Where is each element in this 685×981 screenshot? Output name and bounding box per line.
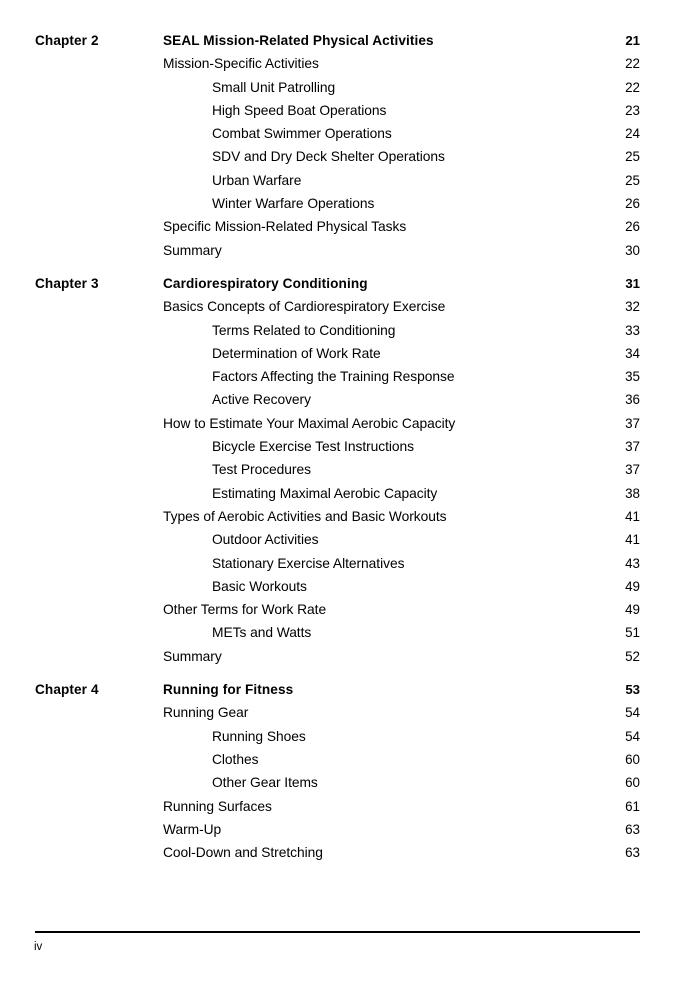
toc-entry-page-number[interactable]: 54 (625, 705, 640, 721)
toc-entry-row[interactable] (0, 486, 685, 509)
toc-entry-row[interactable] (0, 439, 685, 462)
toc-entry-row[interactable] (0, 149, 685, 172)
toc-entry-row[interactable] (0, 346, 685, 369)
toc-entry-page-number[interactable]: 37 (625, 462, 640, 478)
toc-entry-row[interactable] (0, 243, 685, 266)
toc-entry-title[interactable]: Urban Warfare (212, 172, 302, 188)
toc-entry-title[interactable]: Running Surfaces (163, 798, 272, 814)
toc-entry-page-number[interactable]: 32 (625, 299, 640, 315)
toc-entry-title[interactable]: Running Gear (163, 705, 249, 721)
toc-entry-title[interactable]: Small Unit Patrolling (212, 79, 336, 95)
chapter-label: Chapter 3 (35, 275, 99, 291)
chapter-label: Chapter 4 (35, 682, 99, 698)
toc-entry-page-number[interactable]: 22 (625, 56, 640, 72)
toc-entry-title[interactable]: How to Estimate Your Maximal Aerobic Capacity (163, 415, 456, 431)
toc-entry-title[interactable]: Running Shoes (212, 728, 306, 744)
toc-entry-page-number[interactable]: 37 (625, 415, 640, 431)
toc-entry-row[interactable] (0, 56, 685, 79)
toc-entry-row[interactable] (0, 799, 685, 822)
toc-entry-row[interactable] (0, 299, 685, 322)
toc-entry-title[interactable]: METs and Watts (212, 625, 312, 641)
toc-chapter-row[interactable] (0, 682, 685, 705)
toc-entry-page-number[interactable]: 31 (625, 275, 640, 291)
toc-entry-title[interactable]: Other Gear Items (212, 775, 318, 791)
toc-entry-title[interactable]: Combat Swimmer Operations (212, 126, 392, 142)
toc-entry-row[interactable] (0, 729, 685, 752)
toc-entry-title[interactable]: Specific Mission-Related Physical Tasks (163, 219, 407, 235)
toc-entry-row[interactable] (0, 649, 685, 672)
toc-entry-title[interactable]: Test Procedures (212, 462, 311, 478)
toc-entry-row[interactable] (0, 416, 685, 439)
toc-entry-page-number[interactable]: 25 (625, 149, 640, 165)
toc-entry-title[interactable]: Types of Aerobic Activities and Basic Workouts (163, 508, 447, 524)
toc-entry-title[interactable]: Summary (163, 648, 222, 664)
toc-entry-page-number[interactable]: 60 (625, 751, 640, 767)
toc-entry-page-number[interactable]: 43 (625, 555, 640, 571)
toc-entry-title[interactable]: Other Terms for Work Rate (163, 602, 327, 618)
toc-entry-row[interactable] (0, 126, 685, 149)
toc-entry-page-number[interactable]: 23 (625, 102, 640, 118)
toc-entry-list (0, 33, 685, 868)
toc-entry-page-number[interactable]: 38 (625, 485, 640, 501)
toc-entry-page-number[interactable]: 26 (625, 196, 640, 212)
toc-entry-row[interactable] (0, 323, 685, 346)
toc-entry-page-number[interactable]: 63 (625, 845, 640, 861)
footer-divider (35, 931, 640, 933)
toc-entry-page-number[interactable]: 24 (625, 126, 640, 142)
toc-entry-page-number[interactable]: 26 (625, 219, 640, 235)
toc-entry-title[interactable]: Warm-Up (163, 821, 222, 837)
toc-entry-row[interactable] (0, 705, 685, 728)
toc-entry-title[interactable]: Summary (163, 242, 222, 258)
toc-entry-title[interactable]: Factors Affecting the Training Response (212, 369, 455, 385)
toc-entry-page-number[interactable]: 53 (625, 682, 640, 698)
toc-entry-page-number[interactable]: 22 (625, 79, 640, 95)
toc-entry-title[interactable]: High Speed Boat Operations (212, 102, 387, 118)
toc-entry-title[interactable]: Clothes (212, 751, 259, 767)
toc-entry-row[interactable] (0, 822, 685, 845)
toc-entry-title[interactable]: Mission-Specific Activities (163, 56, 319, 72)
toc-entry-title[interactable]: Winter Warfare Operations (212, 196, 375, 212)
toc-entry-row[interactable] (0, 579, 685, 602)
toc-entry-page-number[interactable]: 21 (625, 33, 640, 48)
toc-entry-title[interactable]: Outdoor Activities (212, 532, 319, 548)
toc-entry-row[interactable] (0, 196, 685, 219)
toc-entry-row[interactable] (0, 103, 685, 126)
toc-entry-page-number[interactable]: 60 (625, 775, 640, 791)
toc-entry-row[interactable] (0, 556, 685, 579)
toc-entry-row[interactable] (0, 532, 685, 555)
toc-entry-title[interactable]: SEAL Mission-Related Physical Activities (163, 33, 434, 48)
toc-entry-page-number[interactable]: 41 (625, 532, 640, 548)
toc-entry-row[interactable] (0, 369, 685, 392)
toc-entry-row[interactable] (0, 845, 685, 868)
toc-entry-title[interactable]: Cool-Down and Stretching (163, 845, 323, 861)
toc-entry-page-number[interactable]: 41 (625, 508, 640, 524)
toc-entry-page-number[interactable]: 36 (625, 392, 640, 408)
toc-entry-title[interactable]: Basics Concepts of Cardiorespiratory Exercise (163, 299, 446, 315)
toc-entry-title[interactable]: Basic Workouts (212, 578, 307, 594)
toc-entry-page-number[interactable]: 61 (625, 798, 640, 814)
toc-entry-title[interactable]: Estimating Maximal Aerobic Capacity (212, 485, 438, 501)
toc-entry-page-number[interactable]: 52 (625, 648, 640, 664)
toc-entry-row[interactable] (0, 625, 685, 648)
footer-page-number: iv (34, 941, 43, 953)
toc-entry-title[interactable]: Terms Related to Conditioning (212, 322, 396, 338)
toc-entry-page-number[interactable]: 33 (625, 322, 640, 338)
toc-entry-page-number[interactable]: 25 (625, 172, 640, 188)
toc-entry-row[interactable] (0, 80, 685, 103)
toc-entry-row[interactable] (0, 602, 685, 625)
toc-entry-title[interactable]: Stationary Exercise Alternatives (212, 555, 405, 571)
chapter-label: Chapter 2 (35, 33, 99, 48)
toc-entry-title[interactable]: Bicycle Exercise Test Instructions (212, 439, 415, 455)
toc-entry-row[interactable] (0, 173, 685, 196)
toc-entry-row[interactable] (0, 219, 685, 242)
toc-entry-page-number[interactable]: 54 (625, 728, 640, 744)
toc-entry-row[interactable] (0, 462, 685, 485)
toc-entry-row[interactable] (0, 509, 685, 532)
toc-entry-page-number[interactable]: 51 (625, 625, 640, 641)
toc-entry-title[interactable]: SDV and Dry Deck Shelter Operations (212, 149, 445, 165)
toc-entry-row[interactable] (0, 392, 685, 415)
toc-entry-row[interactable] (0, 752, 685, 775)
toc-entry-page-number[interactable]: 63 (625, 821, 640, 837)
toc-chapter-row[interactable] (0, 33, 685, 56)
toc-entry-title[interactable]: Determination of Work Rate (212, 345, 381, 361)
toc-entry-page-number[interactable]: 34 (625, 345, 640, 361)
toc-entry-page-number[interactable]: 30 (625, 242, 640, 258)
toc-entry-title[interactable]: Cardiorespiratory Conditioning (163, 275, 368, 291)
toc-entry-title[interactable]: Running for Fitness (163, 682, 294, 698)
toc-entry-page-number[interactable]: 49 (625, 602, 640, 618)
toc-entry-page-number[interactable]: 49 (625, 578, 640, 594)
toc-entry-title[interactable]: Active Recovery (212, 392, 311, 408)
toc-chapter-row[interactable] (0, 276, 685, 299)
toc-entry-page-number[interactable]: 37 (625, 439, 640, 455)
toc-entry-page-number[interactable]: 35 (625, 369, 640, 385)
toc-entry-row[interactable] (0, 775, 685, 798)
